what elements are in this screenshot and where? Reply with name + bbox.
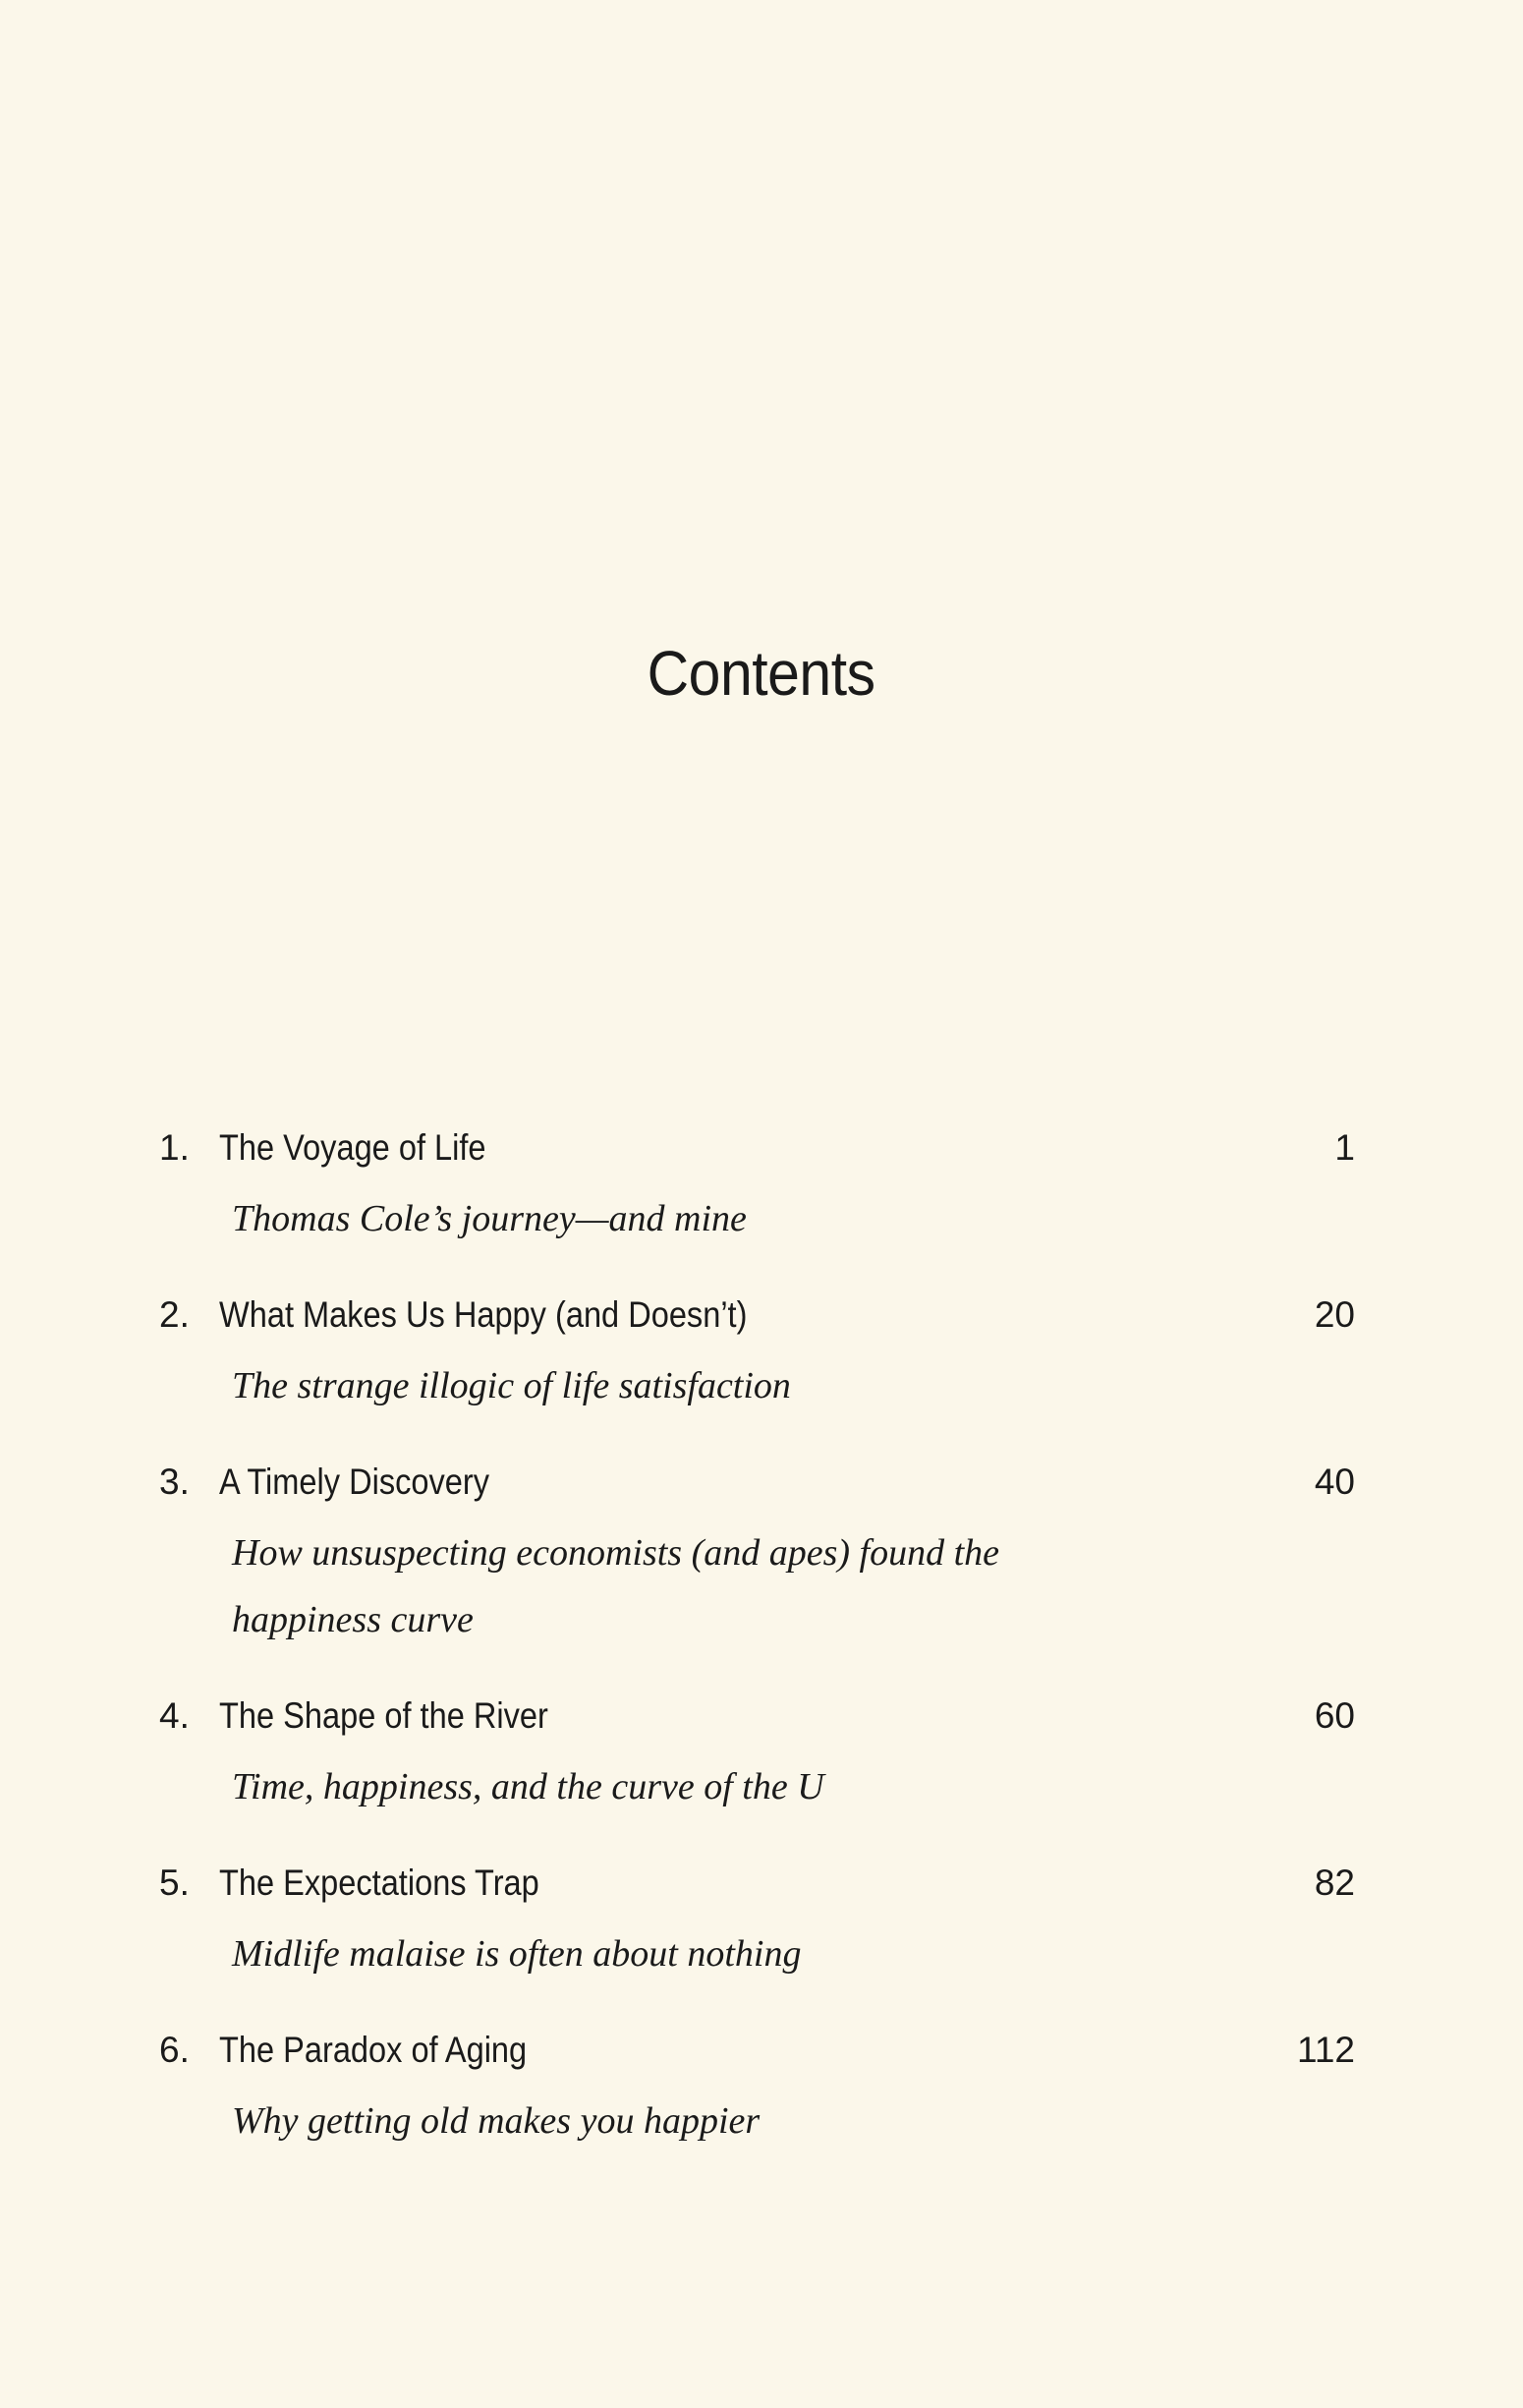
- chapter-subtitle: Why getting old makes you happier: [232, 2100, 761, 2142]
- chapter-subtitle: Time, happiness, and the curve of the U: [232, 1766, 824, 1807]
- chapter-number: 3.: [159, 1462, 190, 1502]
- chapter-subtitle: How unsuspecting economists (and apes) found the happiness curve: [232, 1532, 1000, 1640]
- chapter-number: 2.: [159, 1294, 190, 1335]
- chapter-number: 4.: [159, 1695, 190, 1736]
- chapter-subtitle: The strange illogic of life satisfaction: [232, 1365, 791, 1406]
- chapter-title: A Timely Discovery: [219, 1462, 490, 1502]
- page-number: 82: [1314, 1863, 1355, 1903]
- chapter-number: 6.: [159, 2030, 190, 2070]
- page-number: 40: [1314, 1462, 1355, 1502]
- chapter-title: The Shape of the River: [219, 1695, 548, 1736]
- page-number: 112: [1297, 2030, 1355, 2070]
- page-number: 20: [1314, 1294, 1355, 1335]
- chapter-title: The Expectations Trap: [219, 1863, 539, 1903]
- page-number: 1: [1334, 1127, 1355, 1168]
- chapter-subtitle: Midlife malaise is often about nothing: [232, 1933, 802, 1975]
- chapter-title: The Paradox of Aging: [219, 2030, 528, 2070]
- chapter-number: 1.: [159, 1127, 190, 1168]
- chapter-title: The Voyage of Life: [219, 1127, 486, 1168]
- chapter-title: What Makes Us Happy (and Doesn’t): [219, 1294, 748, 1335]
- page-title: Contents: [647, 638, 875, 709]
- chapter-number: 5.: [159, 1863, 190, 1903]
- chapter-subtitle: Thomas Cole’s journey—and mine: [232, 1198, 747, 1239]
- page-number: 60: [1314, 1695, 1355, 1736]
